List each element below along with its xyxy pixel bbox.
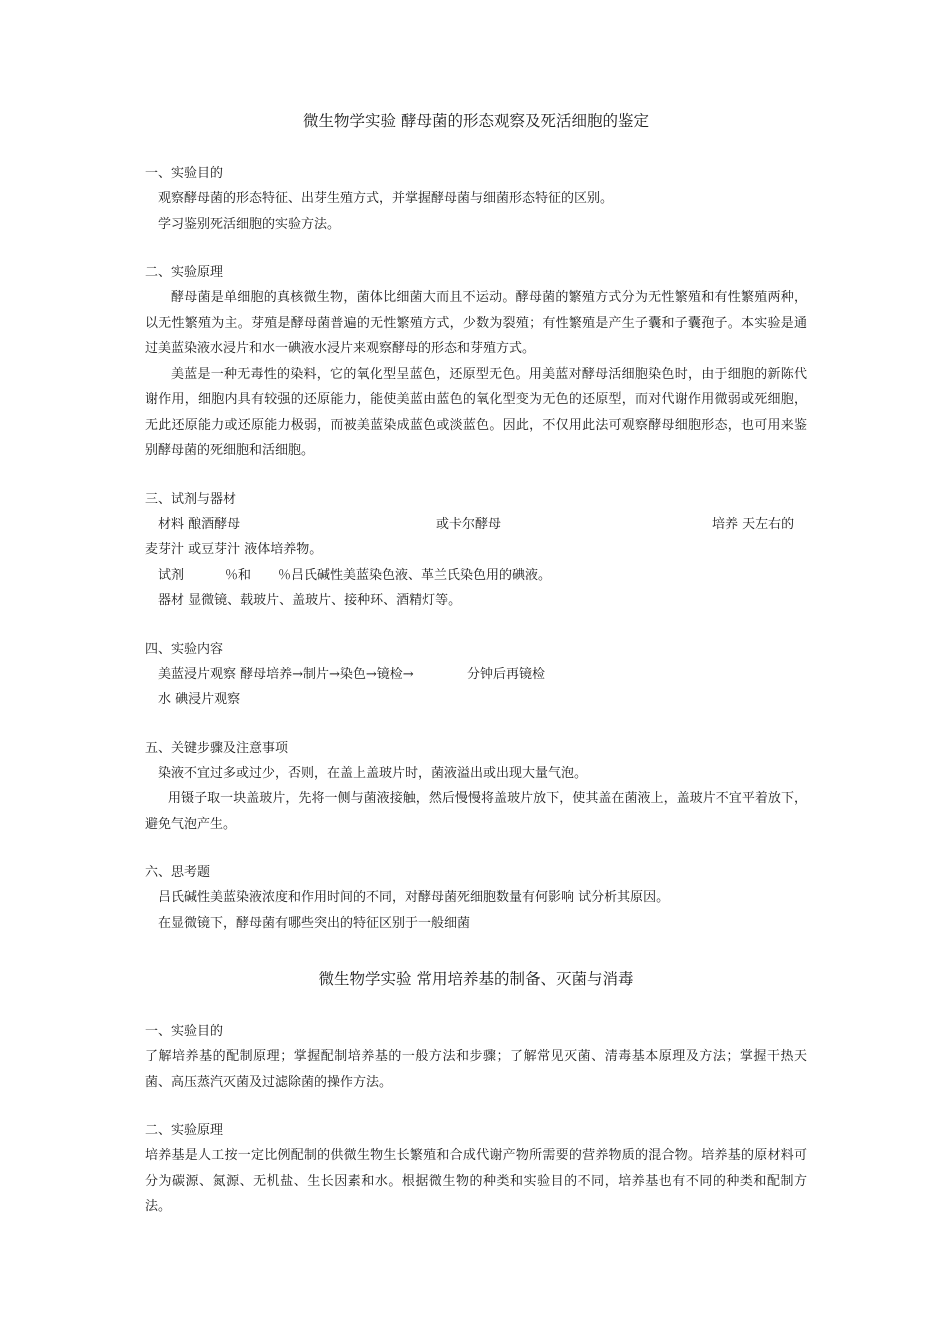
methylene-blue-row bbox=[145, 662, 807, 688]
doc1-s6-question1: 吕氏碱性美蓝染液浓度和作用时间的不同，对酵母菌死细胞数量有何影响 试分析其原因。 bbox=[158, 890, 670, 905]
doc2-section-principle bbox=[145, 1119, 807, 1220]
doc1-s5-heading: 五、关键步骤及注意事项 bbox=[145, 740, 289, 756]
doc1-section-content bbox=[145, 638, 807, 713]
reagents-row bbox=[145, 563, 807, 589]
doc1-s5-line1: 染液不宜过多或过少，否则，在盖上盖玻片时，菌液溢出或出现大量气泡。 bbox=[158, 765, 588, 781]
doc1-s2-heading: 二、实验原理 bbox=[145, 265, 224, 280]
doc1-s5-paragraph2: 用镊子取一块盖玻片，先将一侧与菌液接触，然后慢慢将盖玻片放下，使其盖在菌液上，盖玻片不宜平着放下，避免气泡产生。 bbox=[145, 791, 807, 832]
doc1-s2-paragraph2: 美蓝是一种无毒性的染料，它的氧化型呈蓝色，还原型无色。用美蓝对酵母活细胞染色时，由于细胞的新陈代谢作用，细胞内具有较强的还原能力，能使美蓝由蓝色的氧化型变为无色的还原型，而对代谢作用微弱或死细胞，无此还原能力或还原能力极弱，而被美蓝染成蓝色或淡蓝色。因此，不仅用此法可观察酵母细胞形态，也可用来鉴别酵母菌的死细胞和活细胞。 bbox=[145, 366, 807, 458]
doc2-s1-paragraph: 了解培养基的配制原理；掌握配制培养基的一般方法和步骤；了解常见灭菌、清毒基本原理及方法；掌握干热天菌、高压蒸汽灭菌及过滤除菌的操作方法。 bbox=[145, 1049, 807, 1090]
spacer bbox=[145, 837, 807, 861]
doc1-s1-line1: 观察酵母菌的形态特征、出芽生殖方式，并掌握酵母菌与细菌形态特征的区别。 bbox=[158, 191, 614, 206]
methylene-blue-recheck: 分钟后再镜检 bbox=[467, 666, 546, 682]
materials-continuation: 麦芽汁 或豆芽汁 液体培养物。 bbox=[145, 542, 323, 557]
doc1-s1-line2: 学习鉴别死活细胞的实验方法。 bbox=[158, 216, 341, 232]
doc1-s6-heading: 六、思考题 bbox=[145, 865, 211, 880]
doc1-s6-question2: 在显微镜下，酵母菌有哪些突出的特征区别于一般细菌 bbox=[158, 915, 471, 931]
doc1-s3-heading: 三、试剂与器材 bbox=[145, 491, 237, 507]
reagents-percent1: ％和 bbox=[225, 567, 252, 583]
doc1-section-materials bbox=[145, 488, 807, 614]
doc2-section-purpose bbox=[145, 1020, 807, 1095]
materials-alt-yeast: 或卡尔酵母 bbox=[436, 516, 502, 532]
reagents-percent2: ％吕氏碱性美蓝染色液、革兰氏染色用的碘液。 bbox=[278, 567, 552, 583]
doc2-title: 微生物学实验 常用培养基的制备、灭菌与消毒 bbox=[318, 970, 634, 988]
doc1-section-purpose bbox=[145, 162, 807, 237]
doc1-s4-heading: 四、实验内容 bbox=[145, 641, 224, 657]
doc2-s1-heading: 一、实验目的 bbox=[145, 1024, 224, 1039]
doc2-s2-paragraph: 培养基是人工按一定比例配制的供微生物生长繁殖和合成代谢产物所需要的营养物质的混合物。培养基的原材料可分为碳源、氮源、无机盐、生长因素和水。根据微生物的种类和实验目的不同，培养基也有不同的种类和配制方法。 bbox=[145, 1148, 807, 1214]
doc1-s2-paragraph1: 酵母菌是单细胞的真核微生物，菌体比细菌大而且不运动。酵母菌的繁殖方式分为无性繁殖和有性繁殖两种，以无性繁殖为主。芽殖是酵母菌普遍的无性繁殖方式，少数为裂殖；有性繁殖是产生子囊和子囊孢子。本实验是通过美蓝染液水浸片和水一碘液水浸片来观察酵母的形态和芽殖方式。 bbox=[145, 290, 807, 356]
materials-row bbox=[145, 512, 807, 538]
doc1-s1-heading: 一、实验目的 bbox=[145, 166, 224, 181]
doc1-section-principle bbox=[145, 261, 807, 464]
doc1-section-questions bbox=[145, 861, 807, 936]
spacer bbox=[145, 614, 807, 638]
spacer bbox=[145, 1095, 807, 1119]
doc2-s2-heading: 二、实验原理 bbox=[145, 1123, 224, 1138]
doc1-section-notes bbox=[145, 737, 807, 838]
reagents-label: 试剂 bbox=[158, 567, 185, 583]
spacer bbox=[145, 237, 807, 261]
spacer bbox=[145, 464, 807, 488]
materials-culture: 培养 天左右的 bbox=[712, 516, 795, 532]
methylene-blue-steps: 美蓝浸片观察 酵母培养→制片→染色→镜检→ bbox=[158, 666, 414, 682]
equipment-line: 器材 显微镜、载玻片、盖玻片、接种环、酒精灯等。 bbox=[158, 593, 462, 608]
spacer bbox=[145, 713, 807, 737]
materials-label: 材料 酿酒酵母 bbox=[158, 516, 241, 532]
iodine-line: 水 碘浸片观察 bbox=[158, 692, 241, 707]
doc1-title: 微生物学实验 酵母菌的形态观察及死活细胞的鉴定 bbox=[303, 112, 649, 130]
document-content bbox=[145, 108, 807, 1220]
